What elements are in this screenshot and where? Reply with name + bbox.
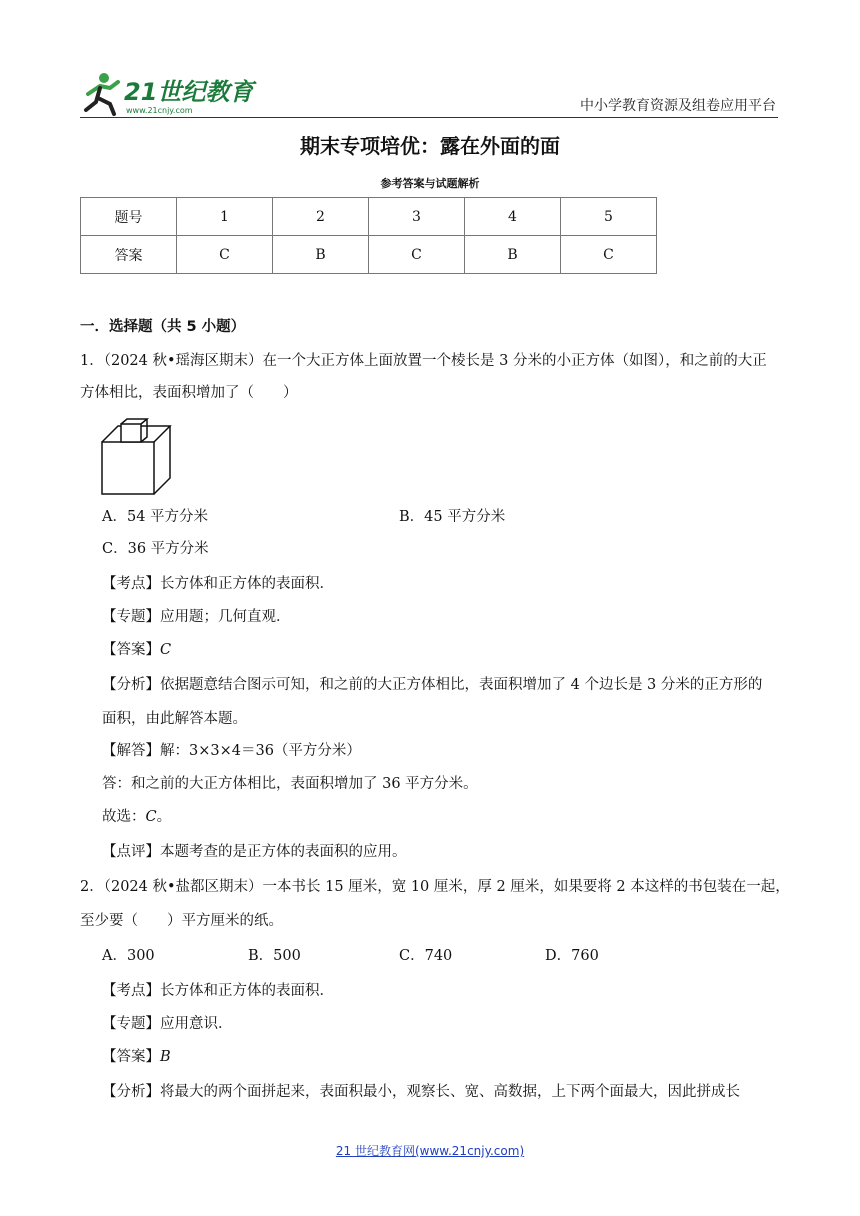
q1-zhuanti: 【专题】应用题；几何直观． [102, 609, 291, 625]
answer-table [80, 197, 657, 274]
q2-zhuanti: 【专题】应用意识． [102, 1016, 233, 1032]
footer [0, 1142, 860, 1159]
q1-choice: 故选：C。 [102, 809, 172, 825]
q1-option-b: B．45 平方分米 [399, 509, 506, 525]
cube-figure [100, 418, 174, 498]
q2-option-b: B．500 [248, 948, 301, 964]
logo-url: www.21cnjy.com [126, 106, 193, 115]
table-cell: C [177, 236, 273, 274]
logo-text: 21世纪教育 [124, 78, 254, 106]
footer-link[interactable]: 21 世纪教育网(www.21cnjy.com) [335, 1144, 525, 1158]
table-cell: 1 [177, 198, 273, 236]
header-divider [80, 117, 778, 118]
q1-reply: 答：和之前的大正方体相比，表面积增加了 36 平方分米。 [102, 776, 478, 792]
table-cell: 3 [369, 198, 465, 236]
q1-answer: 【答案】C [102, 642, 172, 658]
table-row [81, 236, 657, 274]
page-subtitle: 参考答案与试题解析 [380, 177, 480, 190]
table-cell: 2 [273, 198, 369, 236]
table-cell: 4 [465, 198, 561, 236]
section-heading: 一．选择题（共 5 小题） [80, 319, 246, 335]
page-title: 期末专项培优：露在外面的面 [300, 134, 560, 158]
table-cell: B [465, 236, 561, 274]
q1-option-c: C．36 平方分米 [102, 541, 209, 557]
table-cell: C [369, 236, 465, 274]
q2-answer: 【答案】B [102, 1049, 171, 1065]
row-label-number: 题号 [81, 198, 177, 236]
table-row [81, 198, 657, 236]
q2-option-d: D．760 [545, 948, 599, 964]
q1-comment: 【点评】本题考查的是正方体的表面积的应用。 [102, 844, 407, 860]
q1-kaodian: 【考点】长方体和正方体的表面积． [102, 576, 334, 592]
row-label-answer: 答案 [81, 236, 177, 274]
q2-analysis-line1: 【分析】将最大的两个面拼起来，表面积最小，观察长、宽、高数据，上下两个面最大，因此拼成长 [102, 1084, 740, 1100]
q2-stem-line2: 至少要（ ）平方厘米的纸。 [80, 913, 283, 929]
q1-stem-line1: 1．（2024 秋•瑶海区期末）在一个大正方体上面放置一个棱长是 3 分米的小正方体（如图），和之前的大正 [80, 353, 767, 369]
table-cell: C [561, 236, 657, 274]
q1-stem-line2: 方体相比，表面积增加了（ ） [80, 385, 298, 401]
q1-analysis-line1: 【分析】依据题意结合图示可知，和之前的大正方体相比，表面积增加了 4 个边长是 3 分米的正方形的 [102, 677, 763, 693]
running-man-icon [86, 73, 118, 114]
q2-option-a: A．300 [102, 948, 155, 964]
q2-stem-line1: 2．（2024 秋•盐都区期末）一本书长 15 厘米，宽 10 厘米，厚 2 厘米，如果要将 2 本这样的书包装在一起， [80, 879, 790, 895]
q1-solution: 【解答】解：3×3×4＝36（平方分米） [102, 743, 361, 759]
q2-option-c: C．740 [399, 948, 453, 964]
table-cell: B [273, 236, 369, 274]
q1-analysis-line2: 面积，由此解答本题。 [102, 711, 247, 727]
q2-kaodian: 【考点】长方体和正方体的表面积． [102, 983, 334, 999]
table-cell: 5 [561, 198, 657, 236]
brand-logo [80, 66, 260, 118]
platform-name: 中小学教育资源及组卷应用平台 [580, 98, 776, 114]
q1-option-a: A．54 平方分米 [102, 509, 209, 525]
